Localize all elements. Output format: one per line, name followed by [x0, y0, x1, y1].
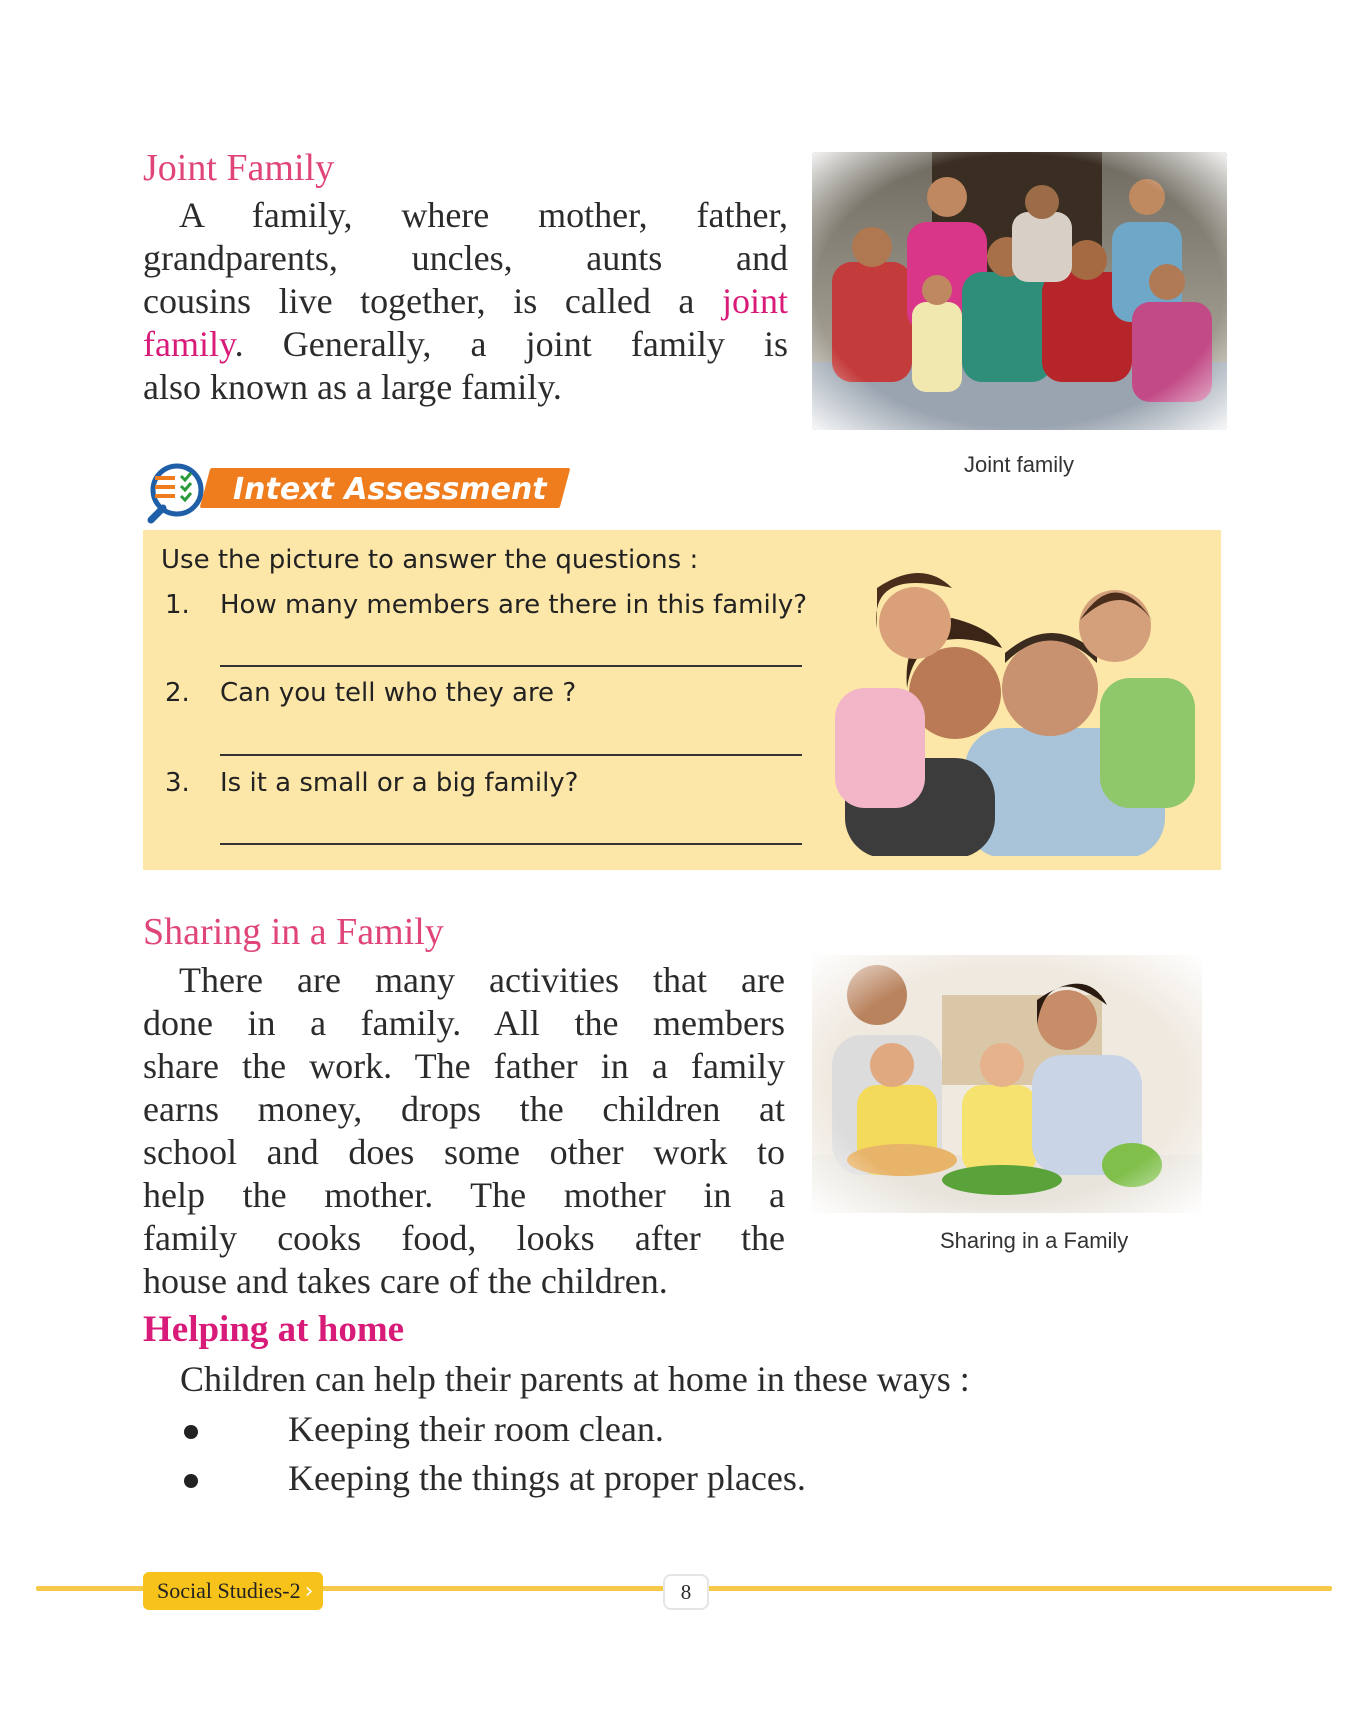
- question-number: 2.: [165, 678, 190, 708]
- para-line: A family, where mother, father,: [179, 195, 788, 235]
- term-joint: joint: [721, 281, 788, 321]
- para-line: earns money, drops the children at: [143, 1089, 785, 1129]
- question-number: 3.: [165, 768, 190, 798]
- para-text: cousins live together, is called a: [143, 281, 722, 321]
- para-line: house and takes care of the children.: [143, 1261, 668, 1301]
- bullet-dot: [184, 1425, 198, 1439]
- para-line: [143, 323, 788, 366]
- assessment-instruction: Use the picture to answer the questions :: [161, 545, 699, 575]
- para-line: also known as a large family.: [143, 367, 562, 407]
- para-text: . Generally, a joint family is: [234, 324, 788, 364]
- para-line: There are many activities that are: [179, 960, 785, 1000]
- bullet-dot: [184, 1474, 198, 1488]
- para-line: school and does some other work to: [143, 1132, 785, 1172]
- para-line: share the work. The father in a family: [143, 1046, 785, 1086]
- para-line: done in a family. All the members: [143, 1003, 785, 1043]
- footer-book-title: Social Studies-2: [157, 1578, 301, 1603]
- question-number: 1.: [165, 590, 190, 620]
- banner-title: Intext Assessment: [233, 472, 547, 507]
- sharing-photo: [812, 955, 1202, 1213]
- sharing-illustration: [812, 955, 1202, 1213]
- question-text: How many members are there in this family?: [220, 590, 808, 620]
- joint-family-photo: [812, 152, 1227, 430]
- assessment-box: [143, 530, 1221, 870]
- small-family-illustration: [815, 568, 1200, 856]
- chevron-right-icon: ›: [304, 1578, 314, 1604]
- question-text: Is it a small or a big family?: [220, 768, 579, 798]
- joint-family-heading: Joint Family: [143, 147, 335, 189]
- answer-line-1[interactable]: [220, 665, 802, 667]
- joint-family-illustration: [812, 152, 1227, 430]
- helping-heading: Helping at home: [143, 1309, 405, 1350]
- para-line: family cooks food, looks after the: [143, 1218, 785, 1258]
- para-line: [143, 280, 788, 323]
- small-family-photo: [815, 568, 1200, 856]
- joint-family-paragraph: [143, 194, 788, 409]
- helping-bullet-2: Keeping the things at proper places.: [288, 1458, 806, 1498]
- sharing-heading: Sharing in a Family: [143, 911, 444, 953]
- para-line: grandparents, uncles, aunts and: [143, 238, 788, 278]
- page-number: 8: [663, 1574, 709, 1610]
- helping-bullet-1: Keeping their room clean.: [288, 1409, 664, 1449]
- answer-line-2[interactable]: [220, 754, 802, 756]
- joint-family-caption: Joint family: [964, 452, 1075, 477]
- intext-assessment-banner: [145, 462, 575, 510]
- term-family: family: [143, 324, 235, 364]
- para-line: help the mother. The mother in a: [143, 1175, 785, 1215]
- sharing-paragraph: [143, 959, 785, 1303]
- helping-intro: Children can help their parents at home in these ways :: [180, 1359, 970, 1399]
- question-text: Can you tell who they are ?: [220, 678, 577, 708]
- footer-book-label: [143, 1572, 323, 1610]
- sharing-caption: Sharing in a Family: [940, 1228, 1129, 1253]
- answer-line-3[interactable]: [220, 843, 802, 845]
